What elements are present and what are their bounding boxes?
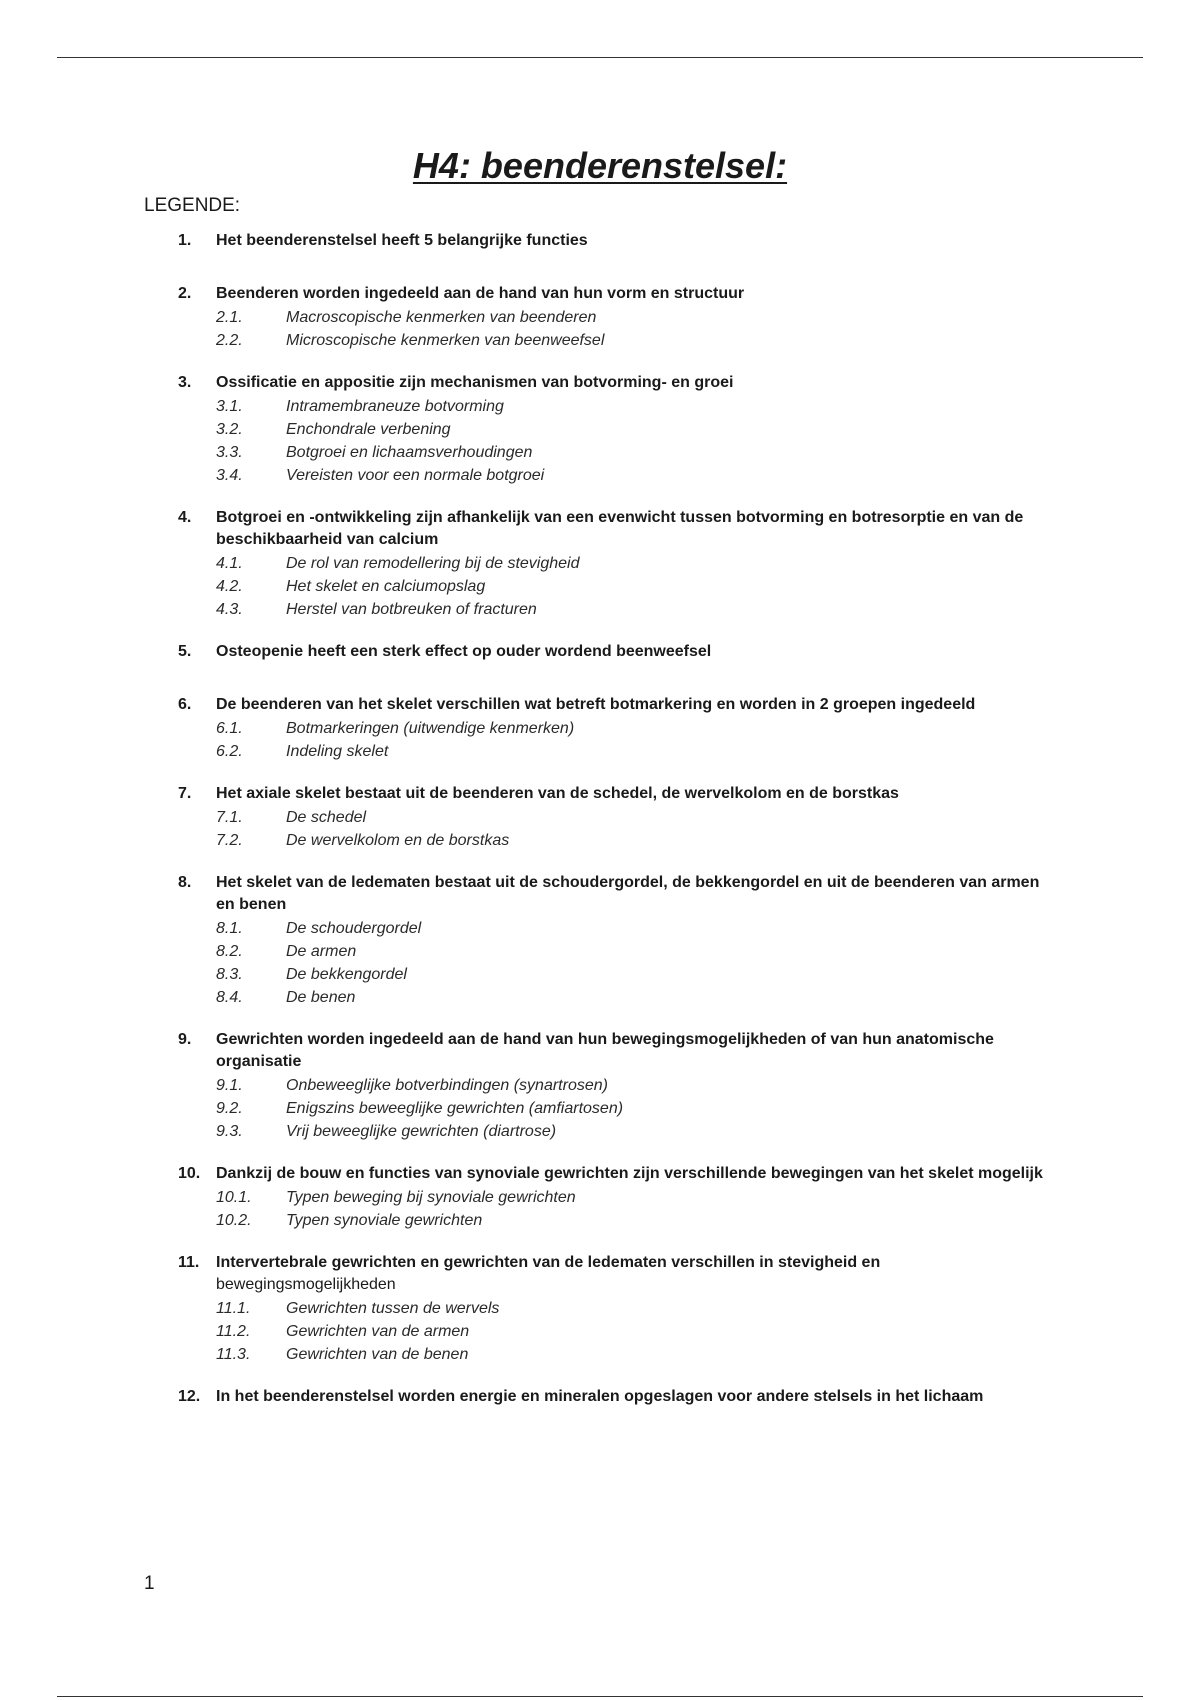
section-number: 7. — [178, 785, 192, 802]
table-of-contents — [178, 230, 1058, 1439]
subsection-title: De benen — [286, 989, 356, 1006]
subsection-item — [216, 395, 1058, 418]
legend-label: LEGENDE: — [144, 195, 241, 216]
subsection-title: De armen — [286, 943, 357, 960]
subsection-item — [216, 1120, 1058, 1143]
section-item — [178, 283, 1058, 352]
footer-rule — [57, 1696, 1143, 1697]
section-item — [178, 872, 1058, 1009]
subsection-item — [216, 464, 1058, 487]
section-item — [178, 230, 1058, 252]
subsection-number: 4.2. — [216, 578, 243, 595]
page-title: H4: beenderenstelsel: — [412, 145, 788, 186]
section-title — [216, 1029, 1058, 1073]
subsection-title: Typen beweging bij synoviale gewrichten — [286, 1189, 576, 1206]
section-heading — [178, 694, 1058, 716]
section-title — [216, 1252, 1058, 1296]
subsection-item — [216, 917, 1058, 940]
subsection-title: De schoudergordel — [286, 920, 422, 937]
section-title-text: Het skelet van de ledematen bestaat uit de schoudergordel, de bekkengordel en uit de beenderen van armen en benen — [216, 874, 1040, 913]
section-number: 6. — [178, 696, 192, 713]
subsection-item — [216, 740, 1058, 763]
subsection-title: De wervelkolom en de borstkas — [286, 832, 510, 849]
section-item — [178, 694, 1058, 763]
section-number: 2. — [178, 285, 192, 302]
section-title — [216, 872, 1058, 916]
subsection-number: 8.1. — [216, 920, 243, 937]
subsection-title: Vereisten voor een normale botgroei — [286, 467, 545, 484]
subsection-title: Macroscopische kenmerken van beenderen — [286, 309, 597, 326]
section-title — [216, 1163, 1058, 1185]
subsection-item — [216, 1343, 1058, 1366]
subsection-number: 11.2. — [216, 1323, 251, 1340]
section-title — [216, 230, 1058, 252]
section-heading — [178, 283, 1058, 305]
subsection-title: Intramembraneuze botvorming — [286, 398, 504, 415]
subsection-title: Enigszins beweeglijke gewrichten (amfiartosen) — [286, 1100, 624, 1117]
section-title-text: Het axiale skelet bestaat uit de beenderen van de schedel, de wervelkolom en de borstkas — [216, 785, 899, 802]
subsection-item — [216, 1297, 1058, 1320]
section-heading — [178, 1386, 1058, 1408]
subsection-list — [216, 552, 1058, 621]
subsection-title: Typen synoviale gewrichten — [286, 1212, 483, 1229]
subsection-number: 8.2. — [216, 943, 243, 960]
section-title-text: Het beenderenstelsel heeft 5 belangrijke functies — [216, 232, 588, 249]
subsection-item — [216, 986, 1058, 1009]
subsection-title: De bekkengordel — [286, 966, 407, 983]
section-title-text: Osteopenie heeft een sterk effect op ouder wordend beenweefsel — [216, 643, 712, 660]
page-number: 1 — [144, 1573, 155, 1594]
subsection-item — [216, 552, 1058, 575]
section-heading — [178, 641, 1058, 663]
section-number: 4. — [178, 509, 192, 526]
subsection-number: 6.2. — [216, 743, 243, 760]
subsection-list — [216, 395, 1058, 487]
section-number: 12. — [178, 1388, 201, 1405]
section-item — [178, 372, 1058, 487]
section-number: 10. — [178, 1165, 201, 1182]
section-title-text: Dankzij de bouw en functies van synoviale gewrichten zijn verschillende bewegingen van het skelet mogelijk — [216, 1165, 1043, 1182]
subsection-item — [216, 329, 1058, 352]
subsection-title: Indeling skelet — [286, 743, 389, 760]
subsection-number: 3.4. — [216, 467, 243, 484]
section-title — [216, 641, 1058, 663]
section-title — [216, 372, 1058, 394]
section-item — [178, 1029, 1058, 1143]
section-title-continuation: bewegingsmogelijkheden — [216, 1276, 396, 1293]
subsection-item — [216, 963, 1058, 986]
section-heading — [178, 372, 1058, 394]
subsection-list — [216, 717, 1058, 763]
subsection-item — [216, 1097, 1058, 1120]
header-rule — [57, 57, 1143, 58]
section-title — [216, 283, 1058, 305]
subsection-list — [216, 917, 1058, 1009]
subsection-number: 11.3. — [216, 1346, 251, 1363]
subsection-item — [216, 1209, 1058, 1232]
subsection-number: 8.4. — [216, 989, 243, 1006]
subsection-item — [216, 598, 1058, 621]
subsection-item — [216, 575, 1058, 598]
section-title — [216, 694, 1058, 716]
subsection-title: Enchondrale verbening — [286, 421, 451, 438]
section-title-text: In het beenderenstelsel worden energie en mineralen opgeslagen voor andere stelsels in het lichaam — [216, 1388, 984, 1405]
subsection-number: 2.2. — [216, 332, 243, 349]
subsection-number: 3.3. — [216, 444, 243, 461]
section-item — [178, 1163, 1058, 1232]
section-title-text: Gewrichten worden ingedeeld aan de hand van hun bewegingsmogelijkheden of van hun anatomische organisatie — [216, 1031, 994, 1070]
subsection-item — [216, 1074, 1058, 1097]
section-heading — [178, 1252, 1058, 1296]
subsection-item — [216, 717, 1058, 740]
section-item — [178, 507, 1058, 621]
section-number: 1. — [178, 232, 192, 249]
subsection-title: Gewrichten van de armen — [286, 1323, 470, 1340]
subsection-title: Gewrichten van de benen — [286, 1346, 469, 1363]
subsection-title: Vrij beweeglijke gewrichten (diartrose) — [286, 1123, 557, 1140]
section-number: 9. — [178, 1031, 192, 1048]
subsection-item — [216, 806, 1058, 829]
subsection-list — [216, 1186, 1058, 1232]
subsection-number: 2.1. — [216, 309, 243, 326]
section-number: 5. — [178, 643, 192, 660]
subsection-number: 4.1. — [216, 555, 243, 572]
section-number: 3. — [178, 374, 192, 391]
section-number: 8. — [178, 874, 192, 891]
subsection-title: Onbeweeglijke botverbindingen (synartrosen) — [286, 1077, 608, 1094]
subsection-list — [216, 306, 1058, 352]
section-title — [216, 783, 1058, 805]
subsection-list — [216, 806, 1058, 852]
subsection-number: 9.2. — [216, 1100, 243, 1117]
section-title-text: De beenderen van het skelet verschillen wat betreft botmarkering en worden in 2 groepen ingedeeld — [216, 696, 976, 713]
subsection-number: 7.1. — [216, 809, 243, 826]
section-title — [216, 1386, 1058, 1408]
subsection-title: Herstel van botbreuken of fracturen — [286, 601, 537, 618]
section-heading — [178, 507, 1058, 551]
subsection-number: 9.3. — [216, 1123, 243, 1140]
subsection-item — [216, 1186, 1058, 1209]
section-heading — [178, 872, 1058, 916]
section-item — [178, 641, 1058, 663]
section-number: 11. — [178, 1254, 200, 1271]
subsection-title: De rol van remodellering bij de stevigheid — [286, 555, 580, 572]
subsection-title: De schedel — [286, 809, 367, 826]
subsection-item — [216, 940, 1058, 963]
subsection-number: 4.3. — [216, 601, 243, 618]
section-heading — [178, 230, 1058, 252]
section-item — [178, 783, 1058, 852]
subsection-number: 7.2. — [216, 832, 243, 849]
section-heading — [178, 1029, 1058, 1073]
subsection-number: 9.1. — [216, 1077, 243, 1094]
subsection-number: 10.2. — [216, 1212, 252, 1229]
subsection-item — [216, 306, 1058, 329]
section-title-text: Ossificatie en appositie zijn mechanismen van botvorming- en groei — [216, 374, 734, 391]
subsection-number: 8.3. — [216, 966, 243, 983]
subsection-item — [216, 418, 1058, 441]
subsection-item — [216, 441, 1058, 464]
section-item — [178, 1252, 1058, 1366]
subsection-number: 11.1. — [216, 1300, 251, 1317]
subsection-title: Gewrichten tussen de wervels — [286, 1300, 500, 1317]
section-heading — [178, 1163, 1058, 1185]
subsection-item — [216, 1320, 1058, 1343]
subsection-title: Botgroei en lichaamsverhoudingen — [286, 444, 533, 461]
subsection-title: Microscopische kenmerken van beenweefsel — [286, 332, 605, 349]
section-title-text: Intervertebrale gewrichten en gewrichten van de ledematen verschillen in stevigheid en — [216, 1254, 881, 1271]
subsection-item — [216, 829, 1058, 852]
section-title-text: Botgroei en -ontwikkeling zijn afhankelijk van een evenwicht tussen botvorming en botresorptie en van de beschikbaarheid van calcium — [216, 509, 1024, 548]
section-item — [178, 1386, 1058, 1408]
subsection-number: 3.2. — [216, 421, 243, 438]
subsection-number: 10.1. — [216, 1189, 252, 1206]
section-title — [216, 507, 1058, 551]
subsection-title: Botmarkeringen (uitwendige kenmerken) — [286, 720, 575, 737]
subsection-title: Het skelet en calciumopslag — [286, 578, 486, 595]
subsection-list — [216, 1074, 1058, 1143]
section-heading — [178, 783, 1058, 805]
section-title-text: Beenderen worden ingedeeld aan de hand van hun vorm en structuur — [216, 285, 745, 302]
subsection-list — [216, 1297, 1058, 1366]
subsection-number: 3.1. — [216, 398, 243, 415]
subsection-number: 6.1. — [216, 720, 243, 737]
